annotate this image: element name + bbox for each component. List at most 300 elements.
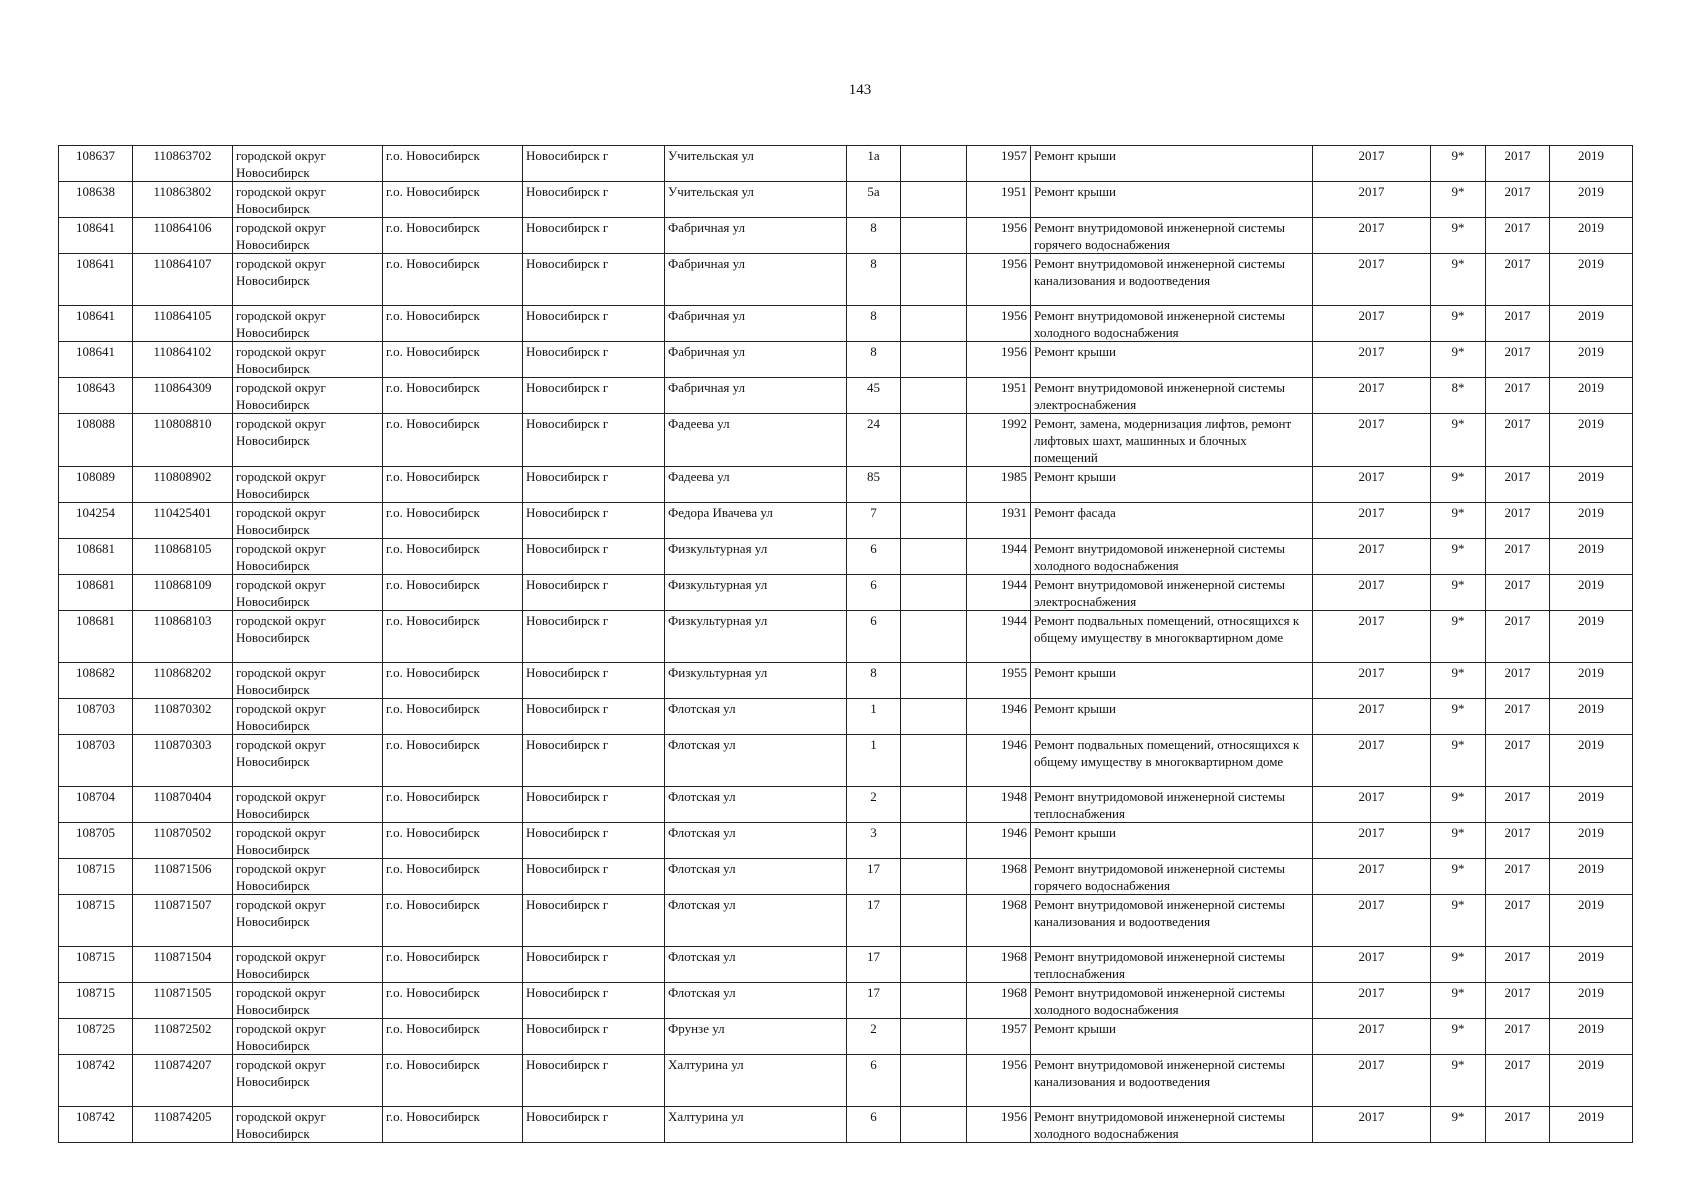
district-cell: г.о. Новосибирск [383,1055,523,1107]
locality-cell: Новосибирск г [523,378,665,414]
street-cell: Фрунзе ул [665,1019,847,1055]
period-start-cell: 2017 [1486,467,1550,503]
locality-cell: Новосибирск г [523,467,665,503]
locality-cell: Новосибирск г [523,663,665,699]
locality-cell: Новосибирск г [523,983,665,1019]
district-cell: г.о. Новосибирск [383,787,523,823]
district-cell: г.о. Новосибирск [383,378,523,414]
work-id-cell: 110425401 [133,503,233,539]
house-id-cell: 108742 [59,1055,133,1107]
criterion-cell: 9* [1431,859,1486,895]
house-number-cell: 24 [847,414,901,467]
year-built-cell: 1955 [967,663,1031,699]
start-year-cell: 2017 [1313,146,1431,182]
start-year-cell: 2017 [1313,699,1431,735]
work-id-cell: 110872502 [133,1019,233,1055]
year-built-cell: 1931 [967,503,1031,539]
work-id-cell: 110864102 [133,342,233,378]
building-cell [901,823,967,859]
work-type-cell: Ремонт внутридомовой инженерной системы канализования и водоотведения [1031,1055,1313,1107]
start-year-cell: 2017 [1313,539,1431,575]
house-number-cell: 2 [847,787,901,823]
period-end-cell: 2019 [1550,342,1633,378]
table-row [59,699,1633,735]
house-number-cell: 1а [847,146,901,182]
table-row [59,539,1633,575]
house-id-cell: 108681 [59,575,133,611]
building-cell [901,414,967,467]
work-id-cell: 110808810 [133,414,233,467]
house-number-cell: 2 [847,1019,901,1055]
start-year-cell: 2017 [1313,414,1431,467]
table-row [59,378,1633,414]
work-type-cell: Ремонт внутридомовой инженерной системы холодного водоснабжения [1031,983,1313,1019]
house-id-cell: 108703 [59,699,133,735]
street-cell: Флотская ул [665,895,847,947]
house-number-cell: 8 [847,342,901,378]
year-built-cell: 1968 [967,947,1031,983]
house-number-cell: 1 [847,735,901,787]
locality-cell: Новосибирск г [523,503,665,539]
municipality-cell: городской округ Новосибирск [233,823,383,859]
locality-cell: Новосибирск г [523,306,665,342]
table-row [59,1019,1633,1055]
municipality-cell: городской округ Новосибирск [233,787,383,823]
period-end-cell: 2019 [1550,1107,1633,1143]
criterion-cell: 9* [1431,787,1486,823]
year-built-cell: 1946 [967,735,1031,787]
building-cell [901,1019,967,1055]
district-cell: г.о. Новосибирск [383,575,523,611]
locality-cell: Новосибирск г [523,1107,665,1143]
building-cell [901,218,967,254]
street-cell: Учительская ул [665,146,847,182]
house-number-cell: 8 [847,254,901,306]
year-built-cell: 1957 [967,1019,1031,1055]
street-cell: Флотская ул [665,735,847,787]
criterion-cell: 9* [1431,1107,1486,1143]
street-cell: Фабричная ул [665,306,847,342]
house-number-cell: 6 [847,539,901,575]
period-end-cell: 2019 [1550,947,1633,983]
municipality-cell: городской округ Новосибирск [233,414,383,467]
period-end-cell: 2019 [1550,503,1633,539]
criterion-cell: 9* [1431,663,1486,699]
work-type-cell: Ремонт подвальных помещений, относящихся к общему имуществу в многоквартирном доме [1031,735,1313,787]
municipality-cell: городской округ Новосибирск [233,575,383,611]
work-id-cell: 110864309 [133,378,233,414]
start-year-cell: 2017 [1313,663,1431,699]
building-cell [901,699,967,735]
district-cell: г.о. Новосибирск [383,859,523,895]
locality-cell: Новосибирск г [523,182,665,218]
start-year-cell: 2017 [1313,947,1431,983]
house-number-cell: 17 [847,895,901,947]
street-cell: Фадеева ул [665,414,847,467]
criterion-cell: 9* [1431,1055,1486,1107]
building-cell [901,611,967,663]
locality-cell: Новосибирск г [523,735,665,787]
period-start-cell: 2017 [1486,306,1550,342]
district-cell: г.о. Новосибирск [383,539,523,575]
work-type-cell: Ремонт подвальных помещений, относящихся к общему имуществу в многоквартирном доме [1031,611,1313,663]
municipality-cell: городской округ Новосибирск [233,859,383,895]
work-id-cell: 110808902 [133,467,233,503]
house-id-cell: 108715 [59,983,133,1019]
work-id-cell: 110863802 [133,182,233,218]
year-built-cell: 1956 [967,306,1031,342]
building-cell [901,1107,967,1143]
house-number-cell: 1 [847,699,901,735]
start-year-cell: 2017 [1313,467,1431,503]
work-type-cell: Ремонт внутридомовой инженерной системы теплоснабжения [1031,947,1313,983]
house-id-cell: 108682 [59,663,133,699]
work-id-cell: 110874207 [133,1055,233,1107]
locality-cell: Новосибирск г [523,823,665,859]
start-year-cell: 2017 [1313,1055,1431,1107]
building-cell [901,146,967,182]
table-row [59,735,1633,787]
street-cell: Флотская ул [665,823,847,859]
street-cell: Фадеева ул [665,467,847,503]
work-id-cell: 110871504 [133,947,233,983]
locality-cell: Новосибирск г [523,342,665,378]
period-start-cell: 2017 [1486,1107,1550,1143]
municipality-cell: городской округ Новосибирск [233,342,383,378]
table-row [59,983,1633,1019]
locality-cell: Новосибирск г [523,947,665,983]
period-start-cell: 2017 [1486,947,1550,983]
table-row [59,342,1633,378]
house-number-cell: 45 [847,378,901,414]
period-start-cell: 2017 [1486,1055,1550,1107]
year-built-cell: 1956 [967,218,1031,254]
municipality-cell: городской округ Новосибирск [233,947,383,983]
period-end-cell: 2019 [1550,306,1633,342]
municipality-cell: городской округ Новосибирск [233,218,383,254]
locality-cell: Новосибирск г [523,1055,665,1107]
period-start-cell: 2017 [1486,342,1550,378]
building-cell [901,947,967,983]
period-start-cell: 2017 [1486,823,1550,859]
house-number-cell: 8 [847,306,901,342]
work-type-cell: Ремонт внутридомовой инженерной системы горячего водоснабжения [1031,218,1313,254]
period-end-cell: 2019 [1550,663,1633,699]
house-number-cell: 7 [847,503,901,539]
municipality-cell: городской округ Новосибирск [233,182,383,218]
locality-cell: Новосибирск г [523,146,665,182]
year-built-cell: 1957 [967,146,1031,182]
period-end-cell: 2019 [1550,414,1633,467]
table-row [59,146,1633,182]
criterion-cell: 9* [1431,1019,1486,1055]
locality-cell: Новосибирск г [523,575,665,611]
house-number-cell: 6 [847,575,901,611]
work-id-cell: 110870502 [133,823,233,859]
house-number-cell: 85 [847,467,901,503]
start-year-cell: 2017 [1313,254,1431,306]
municipality-cell: городской округ Новосибирск [233,735,383,787]
criterion-cell: 9* [1431,611,1486,663]
district-cell: г.о. Новосибирск [383,254,523,306]
start-year-cell: 2017 [1313,1107,1431,1143]
house-id-cell: 108742 [59,1107,133,1143]
year-built-cell: 1968 [967,859,1031,895]
building-cell [901,787,967,823]
criterion-cell: 9* [1431,342,1486,378]
period-end-cell: 2019 [1550,699,1633,735]
street-cell: Учительская ул [665,182,847,218]
house-number-cell: 6 [847,1107,901,1143]
period-end-cell: 2019 [1550,218,1633,254]
house-number-cell: 17 [847,947,901,983]
house-number-cell: 17 [847,859,901,895]
period-end-cell: 2019 [1550,611,1633,663]
district-cell: г.о. Новосибирск [383,663,523,699]
period-start-cell: 2017 [1486,735,1550,787]
work-type-cell: Ремонт внутридомовой инженерной системы горячего водоснабжения [1031,859,1313,895]
year-built-cell: 1951 [967,378,1031,414]
building-cell [901,342,967,378]
municipality-cell: городской округ Новосибирск [233,146,383,182]
period-end-cell: 2019 [1550,983,1633,1019]
work-id-cell: 110868109 [133,575,233,611]
work-id-cell: 110871506 [133,859,233,895]
period-end-cell: 2019 [1550,895,1633,947]
municipality-cell: городской округ Новосибирск [233,254,383,306]
work-id-cell: 110870303 [133,735,233,787]
house-id-cell: 108715 [59,895,133,947]
building-cell [901,663,967,699]
work-type-cell: Ремонт внутридомовой инженерной системы канализования и водоотведения [1031,895,1313,947]
work-type-cell: Ремонт крыши [1031,467,1313,503]
district-cell: г.о. Новосибирск [383,611,523,663]
municipality-cell: городской округ Новосибирск [233,895,383,947]
table-row [59,575,1633,611]
work-type-cell: Ремонт внутридомовой инженерной системы теплоснабжения [1031,787,1313,823]
building-cell [901,895,967,947]
work-id-cell: 110874205 [133,1107,233,1143]
district-cell: г.о. Новосибирск [383,699,523,735]
locality-cell: Новосибирск г [523,859,665,895]
year-built-cell: 1944 [967,575,1031,611]
year-built-cell: 1968 [967,895,1031,947]
period-end-cell: 2019 [1550,735,1633,787]
period-end-cell: 2019 [1550,378,1633,414]
work-type-cell: Ремонт крыши [1031,699,1313,735]
period-start-cell: 2017 [1486,859,1550,895]
year-built-cell: 1944 [967,611,1031,663]
year-built-cell: 1946 [967,699,1031,735]
house-id-cell: 108705 [59,823,133,859]
criterion-cell: 9* [1431,254,1486,306]
work-type-cell: Ремонт внутридомовой инженерной системы электроснабжения [1031,575,1313,611]
building-cell [901,735,967,787]
table-row [59,503,1633,539]
district-cell: г.о. Новосибирск [383,218,523,254]
municipality-cell: городской округ Новосибирск [233,467,383,503]
repair-register-table [58,145,1633,1143]
table-row [59,663,1633,699]
municipality-cell: городской округ Новосибирск [233,983,383,1019]
year-built-cell: 1951 [967,182,1031,218]
district-cell: г.о. Новосибирск [383,1019,523,1055]
period-end-cell: 2019 [1550,539,1633,575]
municipality-cell: городской округ Новосибирск [233,306,383,342]
house-id-cell: 108704 [59,787,133,823]
criterion-cell: 9* [1431,146,1486,182]
house-number-cell: 5а [847,182,901,218]
street-cell: Физкультурная ул [665,611,847,663]
house-id-cell: 108637 [59,146,133,182]
start-year-cell: 2017 [1313,218,1431,254]
house-id-cell: 108641 [59,254,133,306]
table-row [59,823,1633,859]
table-body [59,146,1633,1143]
street-cell: Фабричная ул [665,254,847,306]
criterion-cell: 8* [1431,378,1486,414]
period-start-cell: 2017 [1486,539,1550,575]
work-type-cell: Ремонт крыши [1031,182,1313,218]
table-row [59,414,1633,467]
work-id-cell: 110871505 [133,983,233,1019]
district-cell: г.о. Новосибирск [383,823,523,859]
house-number-cell: 8 [847,663,901,699]
start-year-cell: 2017 [1313,611,1431,663]
work-type-cell: Ремонт фасада [1031,503,1313,539]
start-year-cell: 2017 [1313,342,1431,378]
page-number: 143 [848,82,872,98]
criterion-cell: 9* [1431,823,1486,859]
work-type-cell: Ремонт, замена, модернизация лифтов, ремонт лифтовых шахт, машинных и блочных помещений [1031,414,1313,467]
work-id-cell: 110864105 [133,306,233,342]
district-cell: г.о. Новосибирск [383,983,523,1019]
district-cell: г.о. Новосибирск [383,146,523,182]
district-cell: г.о. Новосибирск [383,503,523,539]
district-cell: г.о. Новосибирск [383,342,523,378]
work-id-cell: 110870404 [133,787,233,823]
building-cell [901,182,967,218]
street-cell: Флотская ул [665,947,847,983]
work-id-cell: 110868202 [133,663,233,699]
street-cell: Фабричная ул [665,342,847,378]
building-cell [901,859,967,895]
house-id-cell: 108089 [59,467,133,503]
year-built-cell: 1968 [967,983,1031,1019]
locality-cell: Новосибирск г [523,611,665,663]
year-built-cell: 1992 [967,414,1031,467]
locality-cell: Новосибирск г [523,218,665,254]
criterion-cell: 9* [1431,182,1486,218]
work-id-cell: 110871507 [133,895,233,947]
period-end-cell: 2019 [1550,575,1633,611]
period-start-cell: 2017 [1486,218,1550,254]
house-id-cell: 108681 [59,539,133,575]
period-end-cell: 2019 [1550,859,1633,895]
period-start-cell: 2017 [1486,575,1550,611]
house-number-cell: 6 [847,1055,901,1107]
criterion-cell: 9* [1431,414,1486,467]
building-cell [901,983,967,1019]
house-id-cell: 108715 [59,947,133,983]
period-start-cell: 2017 [1486,699,1550,735]
year-built-cell: 1956 [967,342,1031,378]
year-built-cell: 1956 [967,1055,1031,1107]
period-start-cell: 2017 [1486,895,1550,947]
period-end-cell: 2019 [1550,1019,1633,1055]
table-row [59,787,1633,823]
municipality-cell: городской округ Новосибирск [233,1107,383,1143]
locality-cell: Новосибирск г [523,539,665,575]
work-type-cell: Ремонт крыши [1031,1019,1313,1055]
criterion-cell: 9* [1431,983,1486,1019]
locality-cell: Новосибирск г [523,895,665,947]
work-type-cell: Ремонт крыши [1031,823,1313,859]
house-id-cell: 108715 [59,859,133,895]
period-start-cell: 2017 [1486,1019,1550,1055]
period-start-cell: 2017 [1486,146,1550,182]
criterion-cell: 9* [1431,947,1486,983]
criterion-cell: 9* [1431,735,1486,787]
table-row [59,306,1633,342]
work-type-cell: Ремонт внутридомовой инженерной системы канализования и водоотведения [1031,254,1313,306]
table-row [59,1055,1633,1107]
house-number-cell: 17 [847,983,901,1019]
year-built-cell: 1948 [967,787,1031,823]
building-cell [901,254,967,306]
district-cell: г.о. Новосибирск [383,414,523,467]
district-cell: г.о. Новосибирск [383,182,523,218]
house-number-cell: 6 [847,611,901,663]
start-year-cell: 2017 [1313,895,1431,947]
criterion-cell: 9* [1431,467,1486,503]
table-row [59,611,1633,663]
municipality-cell: городской округ Новосибирск [233,611,383,663]
house-id-cell: 108641 [59,218,133,254]
start-year-cell: 2017 [1313,859,1431,895]
work-type-cell: Ремонт внутридомовой инженерной системы холодного водоснабжения [1031,539,1313,575]
work-id-cell: 110868105 [133,539,233,575]
municipality-cell: городской округ Новосибирск [233,503,383,539]
work-type-cell: Ремонт крыши [1031,663,1313,699]
work-type-cell: Ремонт крыши [1031,146,1313,182]
municipality-cell: городской округ Новосибирск [233,1019,383,1055]
street-cell: Халтурина ул [665,1055,847,1107]
district-cell: г.о. Новосибирск [383,895,523,947]
district-cell: г.о. Новосибирск [383,1107,523,1143]
street-cell: Флотская ул [665,699,847,735]
house-id-cell: 108703 [59,735,133,787]
street-cell: Федора Ивачева ул [665,503,847,539]
period-start-cell: 2017 [1486,378,1550,414]
criterion-cell: 9* [1431,503,1486,539]
locality-cell: Новосибирск г [523,1019,665,1055]
period-start-cell: 2017 [1486,254,1550,306]
locality-cell: Новосибирск г [523,254,665,306]
work-id-cell: 110864106 [133,218,233,254]
period-end-cell: 2019 [1550,467,1633,503]
work-id-cell: 110868103 [133,611,233,663]
period-start-cell: 2017 [1486,983,1550,1019]
period-end-cell: 2019 [1550,823,1633,859]
period-end-cell: 2019 [1550,787,1633,823]
work-type-cell: Ремонт внутридомовой инженерной системы холодного водоснабжения [1031,306,1313,342]
table-row [59,182,1633,218]
work-type-cell: Ремонт крыши [1031,342,1313,378]
district-cell: г.о. Новосибирск [383,467,523,503]
period-start-cell: 2017 [1486,182,1550,218]
start-year-cell: 2017 [1313,378,1431,414]
